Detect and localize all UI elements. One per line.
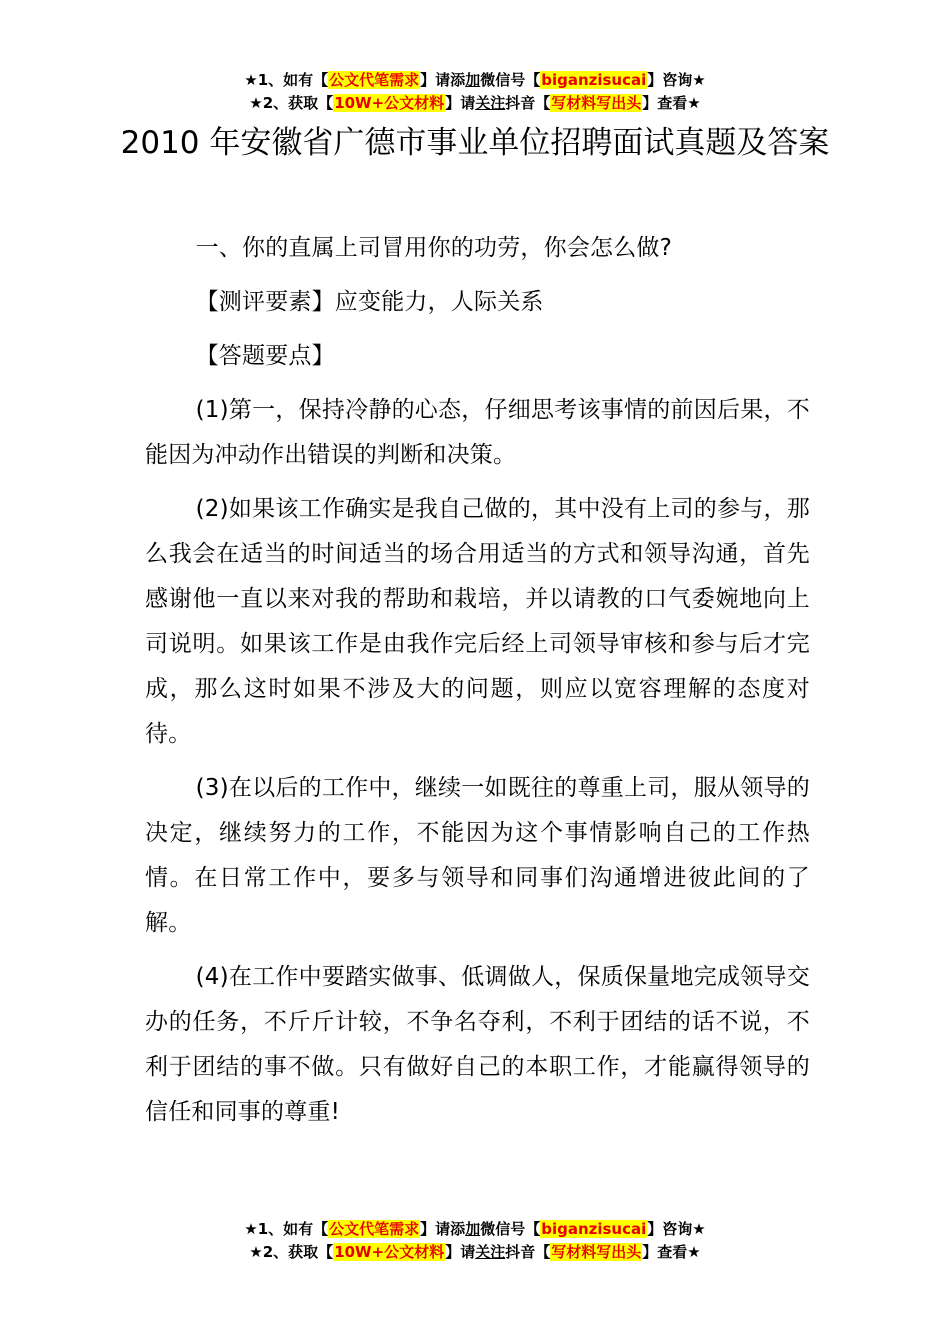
promo-highlight-douyin: 写材料写出头 [551,1243,642,1261]
question-heading: 一、你的直属上司冒用你的功劳，你会怎么做? [195,235,673,261]
header-promo-banner [0,69,950,115]
promo-line-1: ★1、如有【公文代笔需求】请添加微信号【biganzisucai】咨询★ [244,1220,706,1238]
document-title: 2010 年安徽省广德市事业单位招聘面试真题及答案 [120,125,830,161]
answer-point-2: (2)如果该工作确实是我自己做的，其中没有上司的参与，那么我会在适当的时间适当的场合用适当的方式和领导沟通，首先感谢他一直以来对我的帮助和栽培，并以请教的口气委婉地向上司说明。如果该工作是由我作完后经上司领导审核和参与后才完成，那么这时如果不涉及大的问题，则应以宽容理解的态度对待。 [145,496,810,747]
promo-highlight-materials: 10W+公文材料 [334,1243,445,1261]
footer-promo-banner [0,1218,950,1264]
document-body [145,226,810,1144]
answer-point-4: (4)在工作中要踏实做事、低调做人，保质保量地完成领导交办的任务，不斤斤计较，不争名夺利，不利于团结的话不说，不利于团结的事不做。只有做好自己的本职工作，才能赢得领导的信任和同事的尊重! [145,964,810,1125]
answer-point-1: (1)第一，保持冷静的心态，仔细思考该事情的前因后果，不能因为冲动作出错误的判断和决策。 [145,397,810,468]
promo-highlight-wechat-id: biganzisucai [541,1220,647,1238]
promo-line-2: ★2、获取【10W+公文材料】请关注抖音【写材料写出头】查看★ [249,94,701,112]
promo-highlight-service: 公文代笔需求 [329,1220,420,1238]
answer-points-heading: 【答题要点】 [195,343,335,369]
promo-line-1: ★1、如有【公文代笔需求】请添加微信号【biganzisucai】咨询★ [244,71,706,89]
promo-highlight-wechat-id: biganzisucai [541,71,647,89]
evaluation-elements: 【测评要素】应变能力，人际关系 [195,289,544,315]
answer-point-3: (3)在以后的工作中，继续一如既往的尊重上司，服从领导的决定，继续努力的工作，不能因为这个事情影响自己的工作热情。在日常工作中，要多与领导和同事们沟通增进彼此间的了解。 [145,775,810,936]
promo-highlight-materials: 10W+公文材料 [334,94,445,112]
promo-line-2: ★2、获取【10W+公文材料】请关注抖音【写材料写出头】查看★ [249,1243,701,1261]
promo-highlight-douyin: 写材料写出头 [551,94,642,112]
promo-highlight-service: 公文代笔需求 [329,71,420,89]
